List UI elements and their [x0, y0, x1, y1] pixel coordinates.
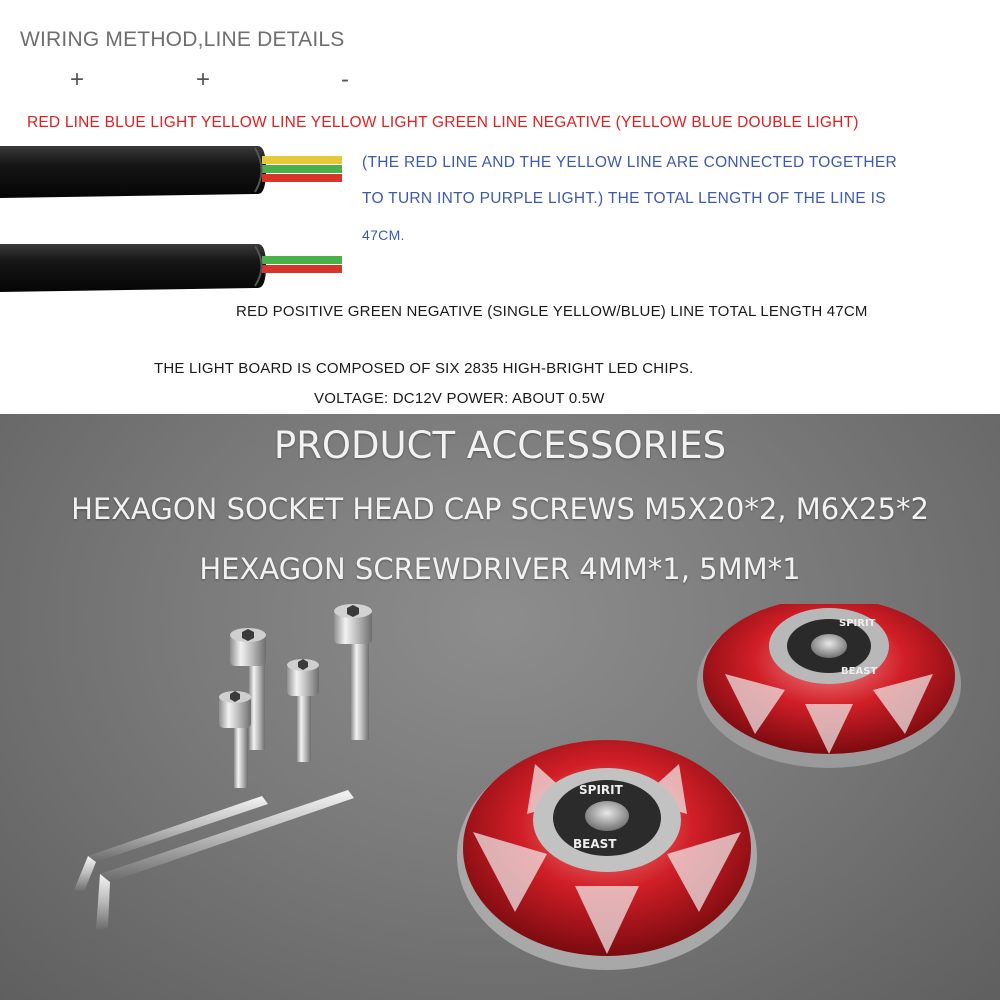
voltage-description: VOLTAGE: DC12V POWER: ABOUT 0.5W: [314, 390, 605, 407]
sign-negative: -: [341, 66, 349, 93]
note-line-1: (THE RED LINE AND THE YELLOW LINE ARE CONNECTED TOGETHER: [362, 154, 898, 171]
screw-icon: [219, 691, 251, 788]
sign-positive-2: +: [196, 66, 211, 93]
sign-positive-1: +: [70, 66, 85, 93]
accessories-line-2: HEXAGON SCREWDRIVER 4MM*1, 5MM*1: [199, 552, 801, 586]
two-wire-cable-icon: [0, 238, 345, 300]
accessories-title: PRODUCT ACCESSORIES: [273, 424, 727, 467]
back-cap-logo-bottom: BEAST: [841, 666, 878, 677]
note-line-2: TO TURN INTO PURPLE LIGHT.) THE TOTAL LENGTH OF THE LINE IS: [362, 190, 886, 207]
accessories-line-1: HEXAGON SOCKET HEAD CAP SCREWS M5X20*2, M6X25*2: [71, 492, 929, 526]
screw-icon: [334, 604, 372, 740]
front-cap-logo-bottom: BEAST: [573, 837, 617, 851]
cap-icon: [457, 740, 757, 970]
note-line-3: 47CM.: [362, 227, 405, 243]
hardware-illustration: [0, 600, 520, 1000]
back-cap-logo-top: SPIRIT: [839, 618, 876, 629]
wiring-title: WIRING METHOD,LINE DETAILS: [20, 28, 345, 51]
wiring-section: [0, 0, 1000, 414]
led-description: THE LIGHT BOARD IS COMPOSED OF SIX 2835 HIGH-BRIGHT LED CHIPS.: [154, 360, 694, 377]
cap-illustration: [455, 604, 1000, 1000]
cap-icon: [697, 604, 961, 768]
three-wire-cable-icon: [0, 140, 345, 208]
screw-icon: [287, 659, 319, 762]
color-line-description: RED LINE BLUE LIGHT YELLOW LINE YELLOW LIGHT GREEN LINE NEGATIVE (YELLOW BLUE DOUBLE LIGHT): [27, 114, 859, 131]
front-cap-logo-top: SPIRIT: [579, 783, 623, 797]
accessories-section: [0, 414, 1000, 1000]
single-line-description: RED POSITIVE GREEN NEGATIVE (SINGLE YELLOW/BLUE) LINE TOTAL LENGTH 47CM: [236, 303, 868, 320]
